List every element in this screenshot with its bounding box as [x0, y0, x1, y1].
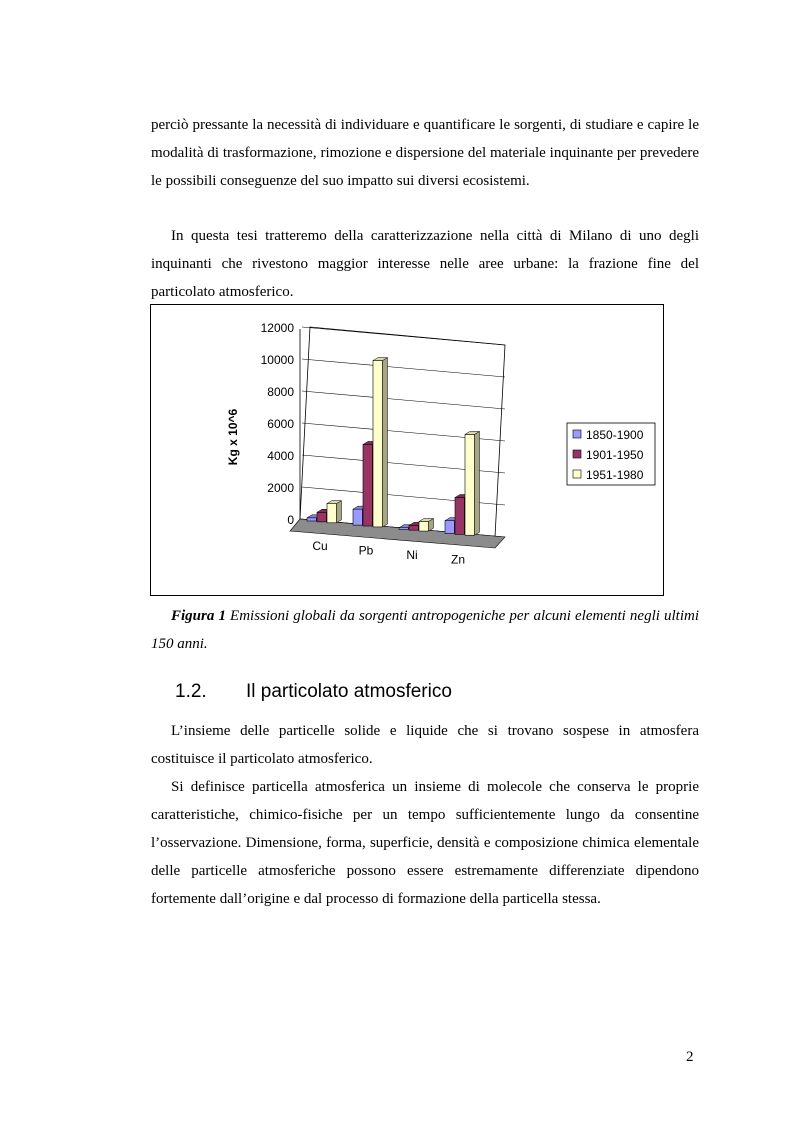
x-tick-label: Ni [406, 548, 418, 562]
y-tick-label: 4000 [267, 449, 294, 463]
page-number: 2 [686, 1049, 694, 1065]
bar-Cu-1850-1900 [307, 518, 317, 521]
y-tick-label: 10000 [260, 353, 294, 367]
legend-swatch [573, 450, 581, 458]
bar-Ni-1901-1950 [409, 525, 419, 530]
paragraph-4: Si definisce particella atmosferica un insieme di molecole che conserva le proprie caratteristiche, chimico-fisiche per un tempo sufficientemente lungo da consentine l’osservazione. Dimensione, forma, superficie, densità e composizione chimica elementale delle particelle atmosferiche possono essere estremamente differenziate dipendono fortemente dall’origine e dal processo di formazione della particella stessa. [151, 779, 699, 907]
paragraph-3: L’insieme delle particelle solide e liquide che si trovano sospese in atmosfera costituisce il particolato atmosferico. [151, 723, 699, 767]
y-axis-label: Kg x 10^6 [226, 408, 240, 466]
paragraph-1: perciò pressante la necessità di individuare e quantificare le sorgenti, di studiare e capire le modalità di trasformazione, rimozione e dispersione del materiale inquinante per prevedere le possibili conseguenze del suo impatto sui diversi ecosistemi. [151, 117, 699, 189]
y-tick-label: 2000 [267, 481, 294, 495]
figure-caption-text: Emissioni globali da sorgenti antropogeniche per alcuni elementi negli ultimi 150 anni. [151, 608, 700, 652]
bar-Pb-1951-1980 [373, 361, 383, 527]
legend-label: 1901-1950 [586, 448, 644, 462]
legend-swatch [573, 430, 581, 438]
y-tick-label: 12000 [260, 321, 294, 335]
section-heading [175, 681, 452, 703]
legend-swatch [573, 470, 581, 478]
bar-Pb-1901-1950 [363, 444, 373, 526]
bar-Cu-1951-1980 [327, 504, 337, 523]
bar-side-Cu-1951-1980 [337, 501, 342, 523]
y-tick-label: 0 [287, 513, 294, 527]
x-tick-label: Cu [312, 539, 328, 553]
x-tick-label: Zn [450, 552, 466, 567]
bar-Zn-1951-1980 [465, 434, 475, 535]
bar-chart-svg [151, 305, 663, 595]
section-title: Il particolato atmosferico [246, 681, 452, 702]
y-tick-label: 8000 [267, 385, 294, 399]
y-tick-label: 6000 [267, 417, 294, 431]
figure-1-chart [150, 304, 664, 596]
paragraph-2: In questa tesi tratteremo della caratterizzazione nella città di Milano di uno degli inquinanti che rivestono maggior interesse nelle aree urbane: la frazione fine del particolato atmosferico. [151, 228, 699, 300]
figure-caption [151, 602, 699, 658]
bar-Cu-1901-1950 [317, 512, 327, 522]
legend-label: 1951-1980 [586, 468, 644, 482]
bar-side-Zn-1951-1980 [475, 431, 480, 535]
bar-side-Pb-1951-1980 [383, 358, 388, 527]
x-tick-label: Pb [358, 543, 374, 558]
bar-Zn-1850-1900 [445, 521, 455, 534]
figure-label: Figura 1 [171, 608, 226, 624]
bar-Zn-1901-1950 [455, 498, 465, 535]
section-number: 1.2. [175, 681, 207, 702]
legend-label: 1850-1900 [586, 428, 644, 442]
bar-Ni-1951-1980 [419, 521, 429, 531]
bar-Pb-1850-1900 [353, 509, 363, 525]
